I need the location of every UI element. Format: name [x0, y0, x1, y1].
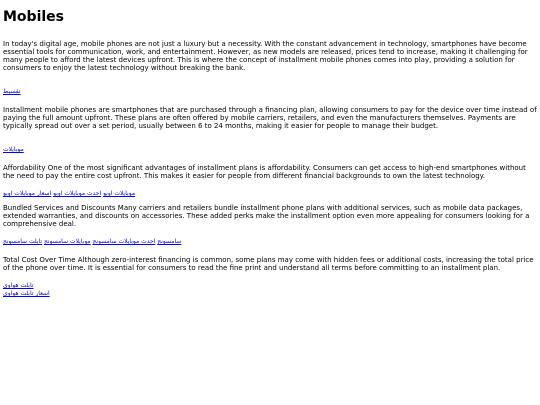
total-cost-paragraph: Total Cost Over Time Although zero-interest financing is common, some plans may come with hidden fees or additional costs, increasing the total price of the phone over time. It is essential for consumers to read the fine print and understand all terms before committing to an installment plan.: [3, 256, 534, 272]
link-latest-samsung-mobiles[interactable]: احدث موبايلات سامسونج: [92, 238, 156, 245]
link-mobiles[interactable]: موبايلات: [3, 146, 24, 153]
intro-paragraph: In today's digital age, mobile phones are not just a luxury but a necessity. With the constant advancement in technology, smartphones have become essential tools for communication, work, and entertainment. However, as new models are released, prices tend to increase, making it challenging for many people to afford the latest devices upfront. This is where the concept of installment mobile phones comes into play, providing a solution for consumers to enjoy the latest technology without breaking the bank.: [3, 40, 528, 72]
spacer: [3, 246, 537, 256]
link-oppo-mobiles[interactable]: موبايلات اوبو: [103, 190, 136, 197]
affordability-paragraph: Affordability One of the most significant advantages of installment plans is affordability. Consumers can get access to high-end smartphones without the need to pay the entire cost upfront. This makes it easier for people from different financial backgrounds to own the latest technology.: [3, 164, 526, 180]
page-title: Mobiles: [3, 9, 64, 25]
spacer: [3, 272, 537, 282]
link-line-huawei-tablet: [3, 282, 537, 290]
link-latest-oppo-mobiles[interactable]: احدث موبايلات اوبو: [53, 190, 102, 197]
link-samsung-mobiles[interactable]: موبايلات سامسونج: [43, 238, 91, 245]
link-samsung-tablet[interactable]: تابلت سامسونج: [3, 238, 43, 245]
link-samsung[interactable]: سامسونج: [157, 238, 182, 245]
spacer: [3, 96, 537, 106]
link-line-2: [3, 146, 537, 154]
link-huawei-tablet[interactable]: تابلت هواوي: [3, 282, 34, 289]
spacer: [3, 130, 537, 146]
link-oppo-mobile-prices[interactable]: اسعار موبايلات اوبو: [3, 190, 52, 197]
link-row-oppo: [3, 190, 537, 198]
spacer: [3, 180, 537, 190]
link-line-1: [3, 88, 537, 96]
link-line-huawei-tablet-prices: [3, 290, 537, 298]
link-row-samsung: [3, 238, 537, 246]
spacer: [3, 228, 537, 238]
spacer: [3, 72, 537, 88]
bundled-paragraph: Bundled Services and Discounts Many carriers and retailers bundle installment phone plans with additional services, such as mobile data packages, extended warranties, and discounts on accessories. These added perks make the installment option even more appealing for consumers looking for a comprehensive deal.: [3, 204, 530, 228]
spacer: [3, 154, 537, 164]
link-huawei-tablet-prices[interactable]: اسعار تابلت هواوي: [3, 290, 50, 297]
link-installment[interactable]: تقسيط: [3, 88, 21, 95]
definition-paragraph: Installment mobile phones are smartphones that are purchased through a financing plan, allowing consumers to pay for the device over time instead of paying the full amount upfront. These plans are often offered by mobile carriers, retailers, and even the manufacturers themselves. Payments are typically spread out over a set period, usually between 6 to 24 months, making it easier for people to manage their budget.: [3, 106, 537, 130]
